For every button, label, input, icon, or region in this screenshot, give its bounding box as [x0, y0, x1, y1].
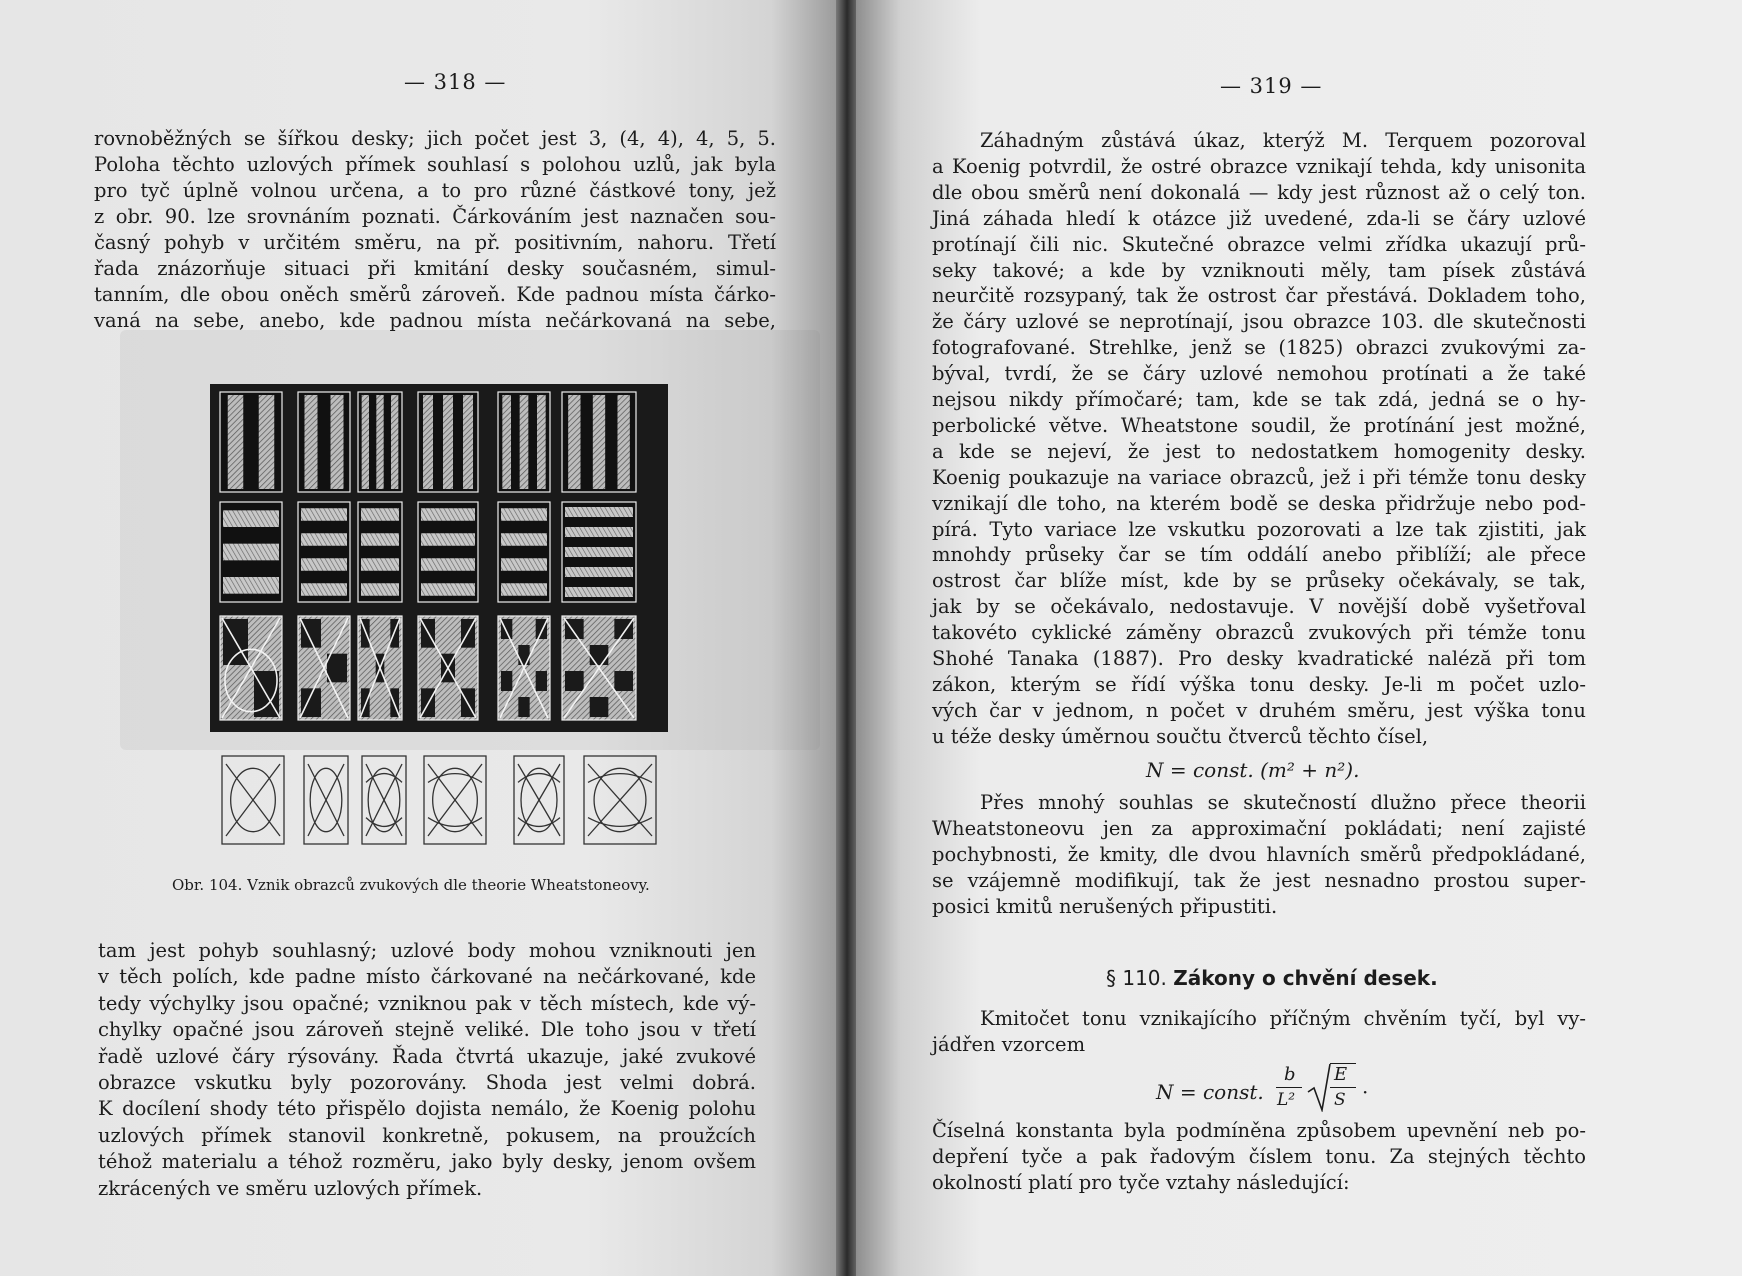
- text-line: vaná na sebe, anebo, kde padnou místa nečárkovaná na sebe,: [94, 309, 776, 332]
- figure-mark: [568, 395, 580, 489]
- left-page: [0, 0, 838, 1276]
- text-line: a kde se nejeví, že jest to nedostatkem homogenity desky.: [932, 439, 1586, 463]
- right-page-number: — 319 —: [1220, 74, 1323, 98]
- text-line: časný pohyb v určitém směru, na př. positivním, nahoru. Třetí: [94, 231, 776, 254]
- figure-mark: [362, 395, 369, 489]
- text-line: nejsou nikdy přímočaré; tam, kde se tak zdá, jedná se o hy-: [932, 388, 1586, 411]
- figure-104-panels: [210, 384, 668, 732]
- text-line: Shohé Tanaka (1887). Pro desky kvadratické naléză při tom: [932, 647, 1586, 670]
- figure-mark: [223, 544, 279, 561]
- text-line: tam jest pohyb souhlasný; uzlové body mohou vzniknouti jen: [98, 939, 756, 962]
- figure-mark: [301, 558, 347, 571]
- figure-mark: [421, 583, 475, 596]
- text-line: depření tyče a pak řadovým číslem tonu. Za stejných těchto: [932, 1144, 1586, 1168]
- text-line: Koenig poukazuje na variace obrazců, jež i při témže tonu desky: [932, 465, 1586, 489]
- text-line: ostrost čar blíže míst, kde by se průseky očekávaly, se tak,: [932, 569, 1586, 593]
- figure-mark: [301, 533, 347, 546]
- figure-mark: [301, 619, 321, 648]
- text-line: z obr. 90. lze srovnáním poznati. Čárkováním jest naznačen sou-: [94, 205, 776, 228]
- formula-tanaka: N = const. (m² + n²).: [1146, 758, 1360, 782]
- text-line: chylky opačné jsou zároveň stejně veliké. Dle toho jsou v třetí: [98, 1018, 756, 1042]
- fraction-numerator: b: [1284, 1064, 1296, 1085]
- text-line: posici kmitů nerušených připustiti.: [932, 894, 1278, 918]
- figure-mark: [421, 508, 475, 521]
- section-heading: [1106, 966, 1438, 990]
- figure-mark: [593, 395, 605, 489]
- text-line: pro tyč úplně volnou určena, a to pro různé částkové tony, jež: [94, 179, 776, 202]
- figure-mark: [502, 395, 511, 489]
- figure-mark: [421, 533, 475, 546]
- text-line: K docílení shody této přispělo dojista nemálo, že Koenig polohu: [98, 1097, 756, 1121]
- radical-denominator: S: [1334, 1090, 1346, 1110]
- fraction-denominator: L²: [1277, 1090, 1296, 1110]
- figure-mark: [376, 395, 383, 489]
- text-line: rovnoběžných se šířkou desky; jich počet jest 3, (4, 4), 4, 5, 5.: [94, 127, 776, 150]
- figure-mark: [463, 395, 473, 489]
- observed-figures: [218, 752, 668, 852]
- figure-mark: [305, 395, 318, 489]
- figure-mark: [565, 619, 584, 639]
- right-page: [856, 0, 1742, 1276]
- text-line: zkrácených ve směru uzlových přímek.: [98, 1176, 483, 1200]
- text-line: pírá. Tyto variace lze vskutku pozorovati a lze tak zjistiti, jak: [932, 517, 1586, 541]
- figure-mark: [327, 654, 347, 683]
- text-line: téhož materialu a téhož rozměru, jako byly desky, jenom ovšem: [98, 1150, 756, 1174]
- text-line: fotografované. Strehlke, jenž se (1825) obrazci zvukovými za-: [932, 336, 1586, 360]
- text-line: vých čar v jednom, n počet v druhém směru, jest výška tonu: [932, 698, 1586, 722]
- figure-mark: [223, 577, 279, 594]
- text-line: Poloha těchto uzlových přímek souhlasí s polohou uzlů, jak byla: [94, 153, 776, 176]
- text-line: řada znázorňuje situaci při kmitání desky současném, simul-: [94, 257, 776, 280]
- text-line: perbolické větve. Wheatstone soudil, že protínání jest možné,: [932, 413, 1586, 437]
- figure-mark: [259, 395, 275, 489]
- text-line: že čáry uzlové se neprotínají, jsou obrazce 103. dle skutečnosti: [932, 310, 1586, 334]
- figure-mark: [301, 508, 347, 521]
- figure-mark: [565, 671, 584, 691]
- figure-mark: [565, 547, 633, 557]
- figure-mark: [590, 645, 609, 665]
- figure-mark: [520, 395, 529, 489]
- radical-sign: [1306, 1062, 1332, 1112]
- book-gutter: [836, 0, 858, 1276]
- text-line: neurčitě rozsypaný, tak že ostrost čar přestává. Dokladem toho,: [932, 284, 1586, 308]
- text-line: Číselná konstanta byla podmíněna způsobem upevnění neb po-: [932, 1119, 1586, 1142]
- figure-plate: [210, 384, 668, 732]
- text-line: mnohdy průseky čar se tím oddálí anebo přiblíží; ale přece: [932, 543, 1586, 567]
- text-line: obrazce vskutku byly pozorovány. Shoda jest velmi dobrá.: [98, 1071, 756, 1094]
- figure-mark: [443, 395, 453, 489]
- text-line: uzlových přímek stanovil konkretně, pokusem, na proužcích: [98, 1123, 756, 1147]
- text-line: pochybnosti, že kmity, dle dvou hlavních směrů předpokládané,: [932, 842, 1586, 866]
- figure-sketches-row: [218, 752, 668, 852]
- text-line: tedy výchylky jsou opačné; vzniknou pak v těch místech, kde vý-: [98, 991, 756, 1015]
- text-line: u téže desky úměrnou součtu čtverců těchto čísel,: [932, 724, 1429, 748]
- figure-mark: [618, 395, 630, 489]
- figure-mark: [361, 558, 399, 571]
- text-line: takovéto cyklické záměny obrazců zvukových při témže tonu: [932, 621, 1586, 645]
- text-line: jádřen vzorcem: [932, 1032, 1086, 1056]
- figure-mark: [501, 671, 512, 691]
- figure-mark: [565, 527, 633, 537]
- text-line: Přes mnohý souhlas se skutečností dlužno přece theorii: [980, 791, 1586, 814]
- figure-mark: [565, 567, 633, 577]
- text-line: vznikají dle toho, na kterém bodě se deska přidržuje nebo pod-: [932, 491, 1586, 515]
- text-line: Kmitočet tonu vznikajícího příčným chvěním tyčí, byl vy-: [980, 1007, 1586, 1030]
- figure-mark: [391, 395, 398, 489]
- figure-mark: [565, 587, 633, 597]
- figure-mark: [501, 558, 547, 571]
- text-line: dle obou směrů není dokonalá — kdy jest různost až o celý ton.: [932, 180, 1586, 204]
- text-line: Jiná záhada hledí k otázce již uvedené, zda-li se čáry uzlové: [932, 206, 1586, 230]
- left-page-number: — 318 —: [404, 70, 507, 94]
- figure-caption: Obr. 104. Vznik obrazců zvukových dle theorie Wheatstoneovy.: [172, 876, 650, 894]
- figure-mark: [536, 671, 547, 691]
- text-line: býval, tvrdí, že se čáry uzlové nemohou protínati a že také: [932, 362, 1586, 386]
- figure-mark: [423, 395, 433, 489]
- figure-mark: [421, 558, 475, 571]
- text-line: protínají čili nic. Skutečné obrazce velmi zřídka ukazují prů-: [932, 232, 1586, 256]
- text-line: se vzájemně modifikují, tak že jest nesnadno prostou super-: [932, 868, 1586, 892]
- figure-mark: [614, 671, 633, 691]
- figure-mark: [301, 688, 321, 717]
- figure-mark: [501, 508, 547, 521]
- formula-lhs: N = const.: [1156, 1080, 1264, 1104]
- formula-rod-frequency: [1156, 1060, 1416, 1116]
- text-line: řadě uzlové čáry rýsovány. Řada čtvrtá ukazuje, jaké zvukové: [98, 1044, 756, 1068]
- text-line: Záhadným zůstává úkaz, kterýž M. Terquem pozoroval: [980, 129, 1586, 152]
- text-line: v těch polích, kde padne místo čárkované na nečárkované, kde: [98, 965, 756, 989]
- figure-mark: [518, 645, 529, 665]
- figure-mark: [331, 395, 344, 489]
- figure-mark: [565, 507, 633, 517]
- text-line: tanním, dle obou oněch směrů zároveň. Kde padnou místa čárko-: [94, 283, 776, 306]
- figure-mark: [537, 395, 546, 489]
- figure-mark: [361, 583, 399, 596]
- figure-mark: [501, 533, 547, 546]
- figure-mark: [301, 583, 347, 596]
- text-line: a Koenig potvrdil, že ostré obrazce vznikají tehda, kdy unisonita: [932, 154, 1586, 178]
- fraction-bar: [1276, 1087, 1302, 1088]
- figure-mark: [518, 697, 529, 717]
- text-line: jak by se očekávalo, nedostavuje. V novější době vyšetřoval: [932, 595, 1586, 619]
- text-line: seky takové; a kde by vzniknouti měly, tam písek zůstává: [932, 258, 1586, 282]
- text-line: okolností platí pro tyče vztahy následující:: [932, 1170, 1350, 1194]
- figure-mark: [501, 583, 547, 596]
- text-line: zákon, kterým se řídí výška tonu desky. Je-li m počet uzlo-: [932, 672, 1586, 696]
- radical-numerator: E: [1334, 1064, 1348, 1085]
- text-line: Wheatstoneovu jen za approximační pokládati; není zajisté: [932, 816, 1586, 840]
- section-number: § 110.: [1106, 966, 1167, 990]
- figure-mark: [228, 395, 244, 489]
- figure-mark: [590, 697, 609, 717]
- figure-mark: [223, 510, 279, 527]
- figure-mark: [614, 619, 633, 639]
- section-title: Zákony o chvění desek.: [1173, 966, 1438, 990]
- radical-fraction-bar: [1330, 1087, 1356, 1088]
- formula-period: ·: [1362, 1080, 1369, 1104]
- figure-mark: [361, 533, 399, 546]
- figure-mark: [361, 508, 399, 521]
